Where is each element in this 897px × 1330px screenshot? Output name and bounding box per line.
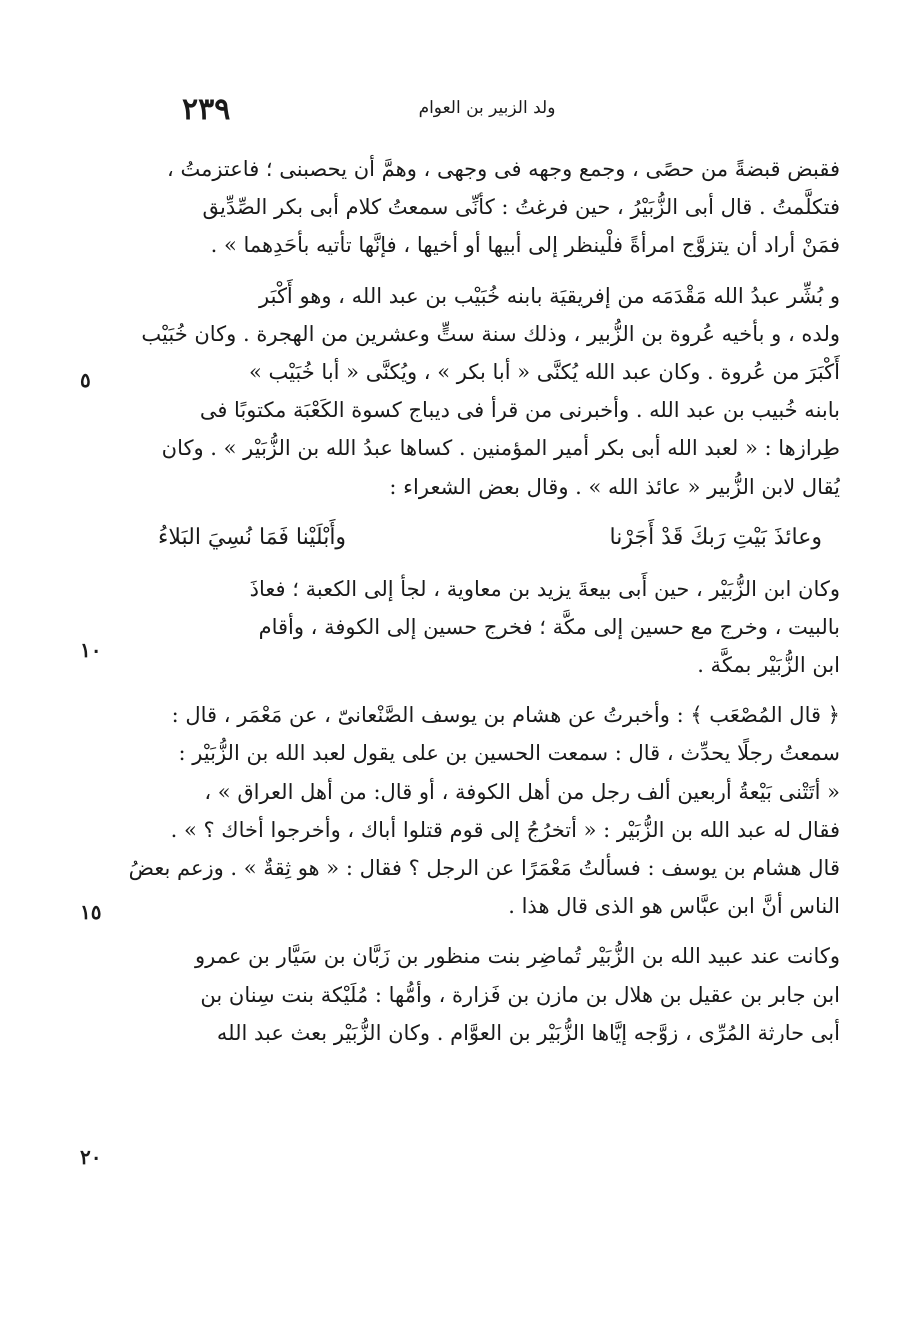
line-number-marker: ٥ [80, 368, 91, 392]
text-line: ابن الزُّبَيْر بمكَّة . [697, 653, 840, 678]
text-line: يُقال لابن الزُّبير « عائذ الله » . وقال بعض الشعراء : [389, 474, 840, 499]
paragraph-2 [118, 277, 840, 506]
page-number: ٢٣٩ [182, 92, 231, 127]
text-line: الناس أنَّ ابن عبَّاس هو الذى قال هذا . [508, 894, 840, 919]
verse-first-hemistich: وعائذَ بَيْتِ رَبكَ قَدْ أَجَرْنا [609, 524, 822, 550]
running-head-title: ولد الزبير بن العوام [418, 98, 556, 118]
text-line: فقبض قبضةً من حصًى ، وجمع وجهه فى وجهى ، وهمَّ أن يحصبنى ؛ فاعتزمتُ ، [167, 157, 840, 181]
text-line: فمَنْ أراد أن يتزوَّج امرأةً فلْينظر إلى أبيها أو أخيها ، فإنَّها تأتيه بأحَدِهما » . [210, 233, 840, 258]
text-line: وكانت عند عبيد الله بن الزُّبَيْر تُماضِر بنت منظور بن زَبَّان بن سَيَّار بن عمرو [194, 944, 840, 969]
line-number-marker: ١٥ [80, 900, 102, 924]
line-number-marker: ٢٠ [80, 1145, 102, 1169]
text-line: طِرازها : « لعبد الله أبى بكر أمير المؤمنين . كساها عبدُ الله بن الزُّبَيْر » . وكان [161, 436, 840, 461]
paragraph-5 [118, 937, 840, 1052]
text-line: أَكْبَرَ من عُروة . وكان عبد الله يُكنَّى « أبا بكر » ، ويُكنَّى « أبا خُبَيْب » [248, 359, 840, 384]
verse-second-hemistich: وأَبْلَيْنا فَمَا نُسِيَ البَلاءُ [158, 524, 347, 550]
text-line: ولده ، و بأخيه عُروة بن الزُّبير ، وذلك سنة ستٍّ وعشرين من الهجرة . وكان خُبَيْب [141, 321, 840, 346]
body-text [118, 150, 840, 1052]
text-line: أبى حارثة المُرِّى ، زوَّجه إيَّاها الزُّبَيْر بن العوَّام . وكان الزُّبَيْر بعث عبد الله [216, 1020, 840, 1045]
text-line: قال هشام بن يوسف : فسألتُ مَعْمَرًا عن الرجل ؟ فقال : « هو ثِقةٌ » . وزعم بعضُ [128, 856, 840, 880]
paragraph-3 [118, 570, 840, 685]
text-line: سمعتُ رجلًا يحدِّث ، قال : سمعت الحسين بن على يقول لعبد الله بن الزُّبَيْر : [178, 741, 840, 766]
verse-line [118, 518, 840, 558]
text-line: ﴿ قال المُصْعَب ﴾ : وأخبرتُ عن هشام بن يوسف الصَّنْعانىّ ، عن مَعْمَر ، قال : [171, 703, 840, 728]
text-line: فقال له عبد الله بن الزُّبَيْر : « أتخرُجُ إلى قوم قتلوا أباك ، وأخرجوا أخاك ؟ » . [170, 817, 840, 842]
line-number-marker: ١٠ [80, 638, 102, 662]
text-line: بابنه خُبيب بن عبد الله . وأخبرنى من قرأ فى ديباج كسوة الكَعْبَة مكتوبًا فى [199, 398, 840, 423]
text-line: « أتَتْنى بَيْعةُ أربعين ألف رجل من أهل الكوفة ، أو قال: من أهل العراق » ، [204, 779, 840, 804]
text-line: بالبيت ، وخرج مع حسين إلى مكَّة ؛ فخرج حسين إلى الكوفة ، وأقام [258, 614, 840, 639]
text-line: و بُشِّر عبدُ الله مَقْدَمَه من إفريقيَة بابنه خُبَيْب بن عبد الله ، وهو أَكْبَر [259, 283, 840, 308]
text-line: وكان ابن الزُّبَيْر ، حين أَبى بيعةَ يزيد بن معاوية ، لجأ إلى الكعبة ؛ فعاذَ [249, 576, 840, 601]
paragraph-1 [118, 150, 840, 265]
text-line: فتكلَّمتُ . قال أبى الزُّبَيْرُ ، حين فرغتُ : كأنِّى سمعتُ كلام أبى بكر الصِّدِّيق [202, 195, 840, 220]
paragraph-4 [118, 696, 840, 925]
text-line: ابن جابر بن عقيل بن هلال بن مازن بن فَزارة ، وأمُّها : مُلَيْكة بنت سِنان بن [200, 982, 840, 1007]
